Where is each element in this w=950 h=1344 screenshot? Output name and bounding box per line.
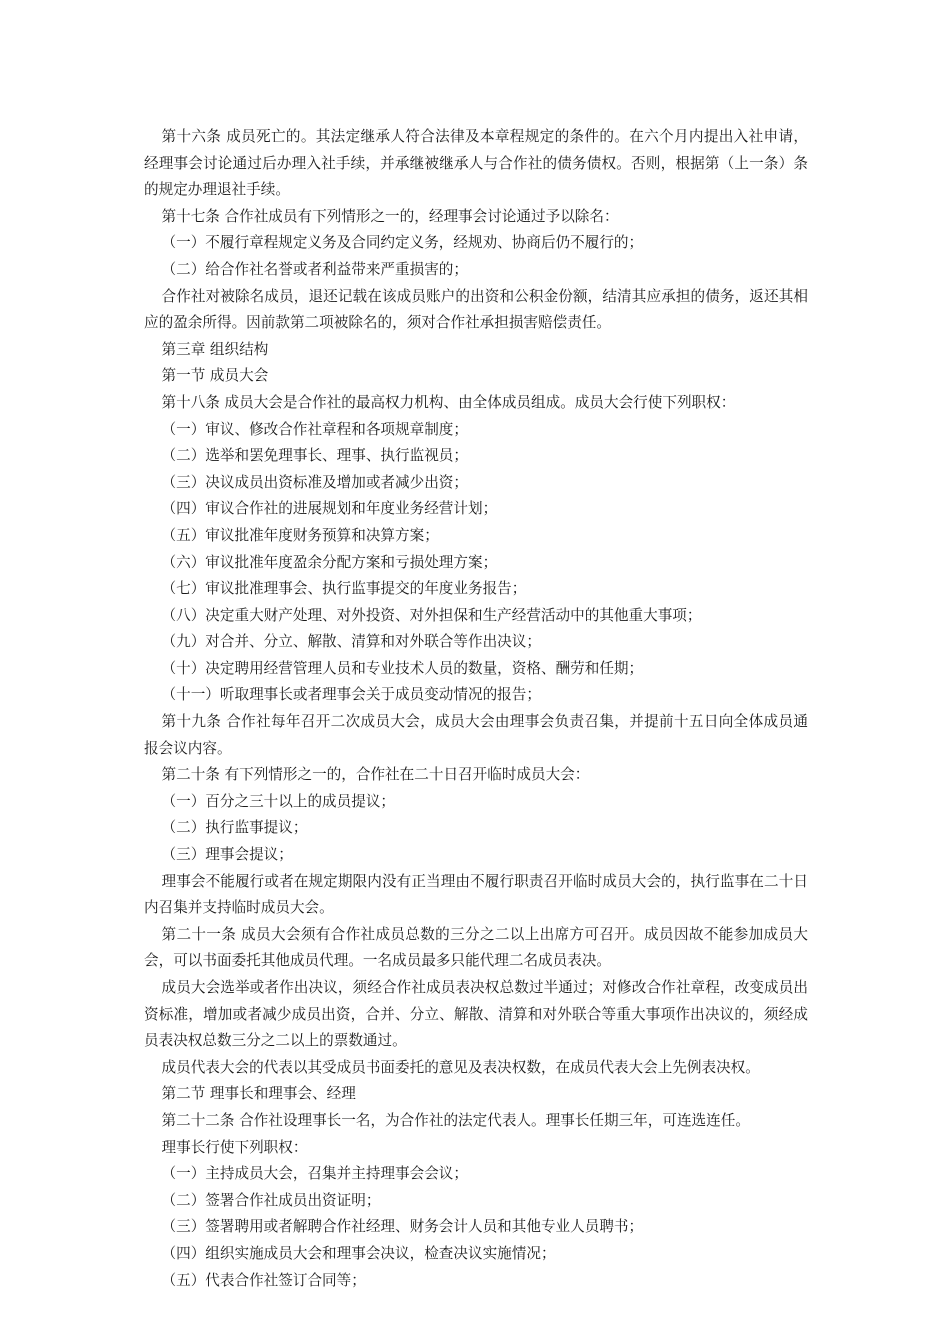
- paragraph: 第二十二条 合作社设理事长一名，为合作社的法定代表人。理事长任期三年，可连选连任。: [161, 1111, 750, 1129]
- list-item: （三）签署聘用或者解聘合作社经理、财务会计人员和其他专业人员聘书；: [161, 1218, 644, 1236]
- list-item: （十一）听取理事长或者理事会关于成员变动情况的报告；: [161, 686, 541, 704]
- list-item: （四）组织实施成员大会和理事会决议，检查决议实施情况；: [161, 1244, 556, 1262]
- paragraph: 第十七条 合作社成员有下列情形之一的，经理事会讨论通过予以除名：: [161, 207, 619, 225]
- paragraph: 合作社对被除名成员，退还记载在该成员账户的出资和公积金份额，结清其应承担的债务，返还其相应的盈余所得。因前款第二项被除名的，须对合作社承担损害赔偿责任。: [144, 287, 808, 332]
- list-item: （二）执行监事提议；: [161, 819, 308, 837]
- list-item: （六）审议批准年度盈余分配方案和亏损处理方案；: [161, 553, 498, 571]
- list-item: （五）代表合作社签订合同等；: [161, 1271, 366, 1289]
- list-item: （二）签署合作社成员出资证明；: [161, 1191, 381, 1209]
- list-item: （一）主持成员大会，召集并主持理事会会议；: [161, 1165, 468, 1183]
- list-item: （一）百分之三十以上的成员提议；: [161, 792, 396, 810]
- paragraph: 理事会不能履行或者在规定期限内没有正当理由不履行职责召开临时成员大会的，执行监事在二十日内召集并支持临时成员大会。: [144, 872, 808, 917]
- list-item: （四）审议合作社的进展规划和年度业务经营计划；: [161, 500, 498, 518]
- list-item: （五）审议批准年度财务预算和决算方案；: [161, 526, 439, 544]
- paragraph: 第十六条 成员死亡的。其法定继承人符合法律及本章程规定的条件的。在六个月内提出入社申请，经理事会讨论通过后办理入社手续，并承继被继承人与合作社的债务债权。否则，根据第（上一条）条的规定办理退社手续。: [144, 128, 808, 199]
- paragraph: 成员大会选举或者作出决议，须经合作社成员表决权总数过半通过；对修改合作社章程，改变成员出资标准，增加或者减少成员出资，合并、分立、解散、清算和对外联合等重大事项作出决议的，须经成员表决权总数三分之二以上的票数通过。: [144, 979, 808, 1050]
- paragraph: 理事长行使下列职权：: [161, 1138, 308, 1156]
- list-item: （十）决定聘用经营管理人员和专业技术人员的数量，资格、酬劳和任期；: [161, 659, 644, 677]
- list-item: （一）审议、修改合作社章程和各项规章制度；: [161, 420, 468, 438]
- list-item: （三）理事会提议；: [161, 846, 293, 864]
- list-item: （一）不履行章程规定义务及合同约定义务，经规劝、协商后仍不履行的；: [161, 234, 644, 252]
- section-heading: 第一节 成员大会: [161, 367, 269, 385]
- paragraph: 第二十一条 成员大会须有合作社成员总数的三分之二以上出席方可召开。成员因故不能参加成员大会，可以书面委托其他成员代理。一名成员最多只能代理二名成员表决。: [144, 925, 808, 970]
- list-item: （八）决定重大财产处理、对外投资、对外担保和生产经营活动中的其他重大事项；: [161, 606, 702, 624]
- list-item: （九）对合并、分立、解散、清算和对外联合等作出决议；: [161, 633, 541, 651]
- paragraph: 成员代表大会的代表以其受成员书面委托的意见及表决权数，在成员代表大会上先例表决权。: [161, 1058, 760, 1076]
- section-heading: 第二节 理事长和理事会、经理: [161, 1085, 356, 1103]
- chapter-heading: 第三章 组织结构: [161, 340, 269, 358]
- list-item: （二）给合作社名誉或者利益带来严重损害的；: [161, 260, 468, 278]
- list-item: （七）审议批准理事会、执行监事提交的年度业务报告；: [161, 580, 527, 598]
- list-item: （二）选举和罢免理事长、理事、执行监视员；: [161, 447, 468, 465]
- document-body: [144, 124, 808, 1294]
- list-item: （三）决议成员出资标准及增加或者减少出资；: [161, 473, 468, 491]
- paragraph: 第十九条 合作社每年召开二次成员大会，成员大会由理事会负责召集，并提前十五日向全体成员通报会议内容。: [144, 713, 808, 757]
- paragraph: 第十八条 成员大会是合作社的最高权力机构、由全体成员组成。成员大会行使下列职权：: [161, 393, 736, 411]
- paragraph: 第二十条 有下列情形之一的，合作社在二十日召开临时成员大会：: [161, 766, 590, 784]
